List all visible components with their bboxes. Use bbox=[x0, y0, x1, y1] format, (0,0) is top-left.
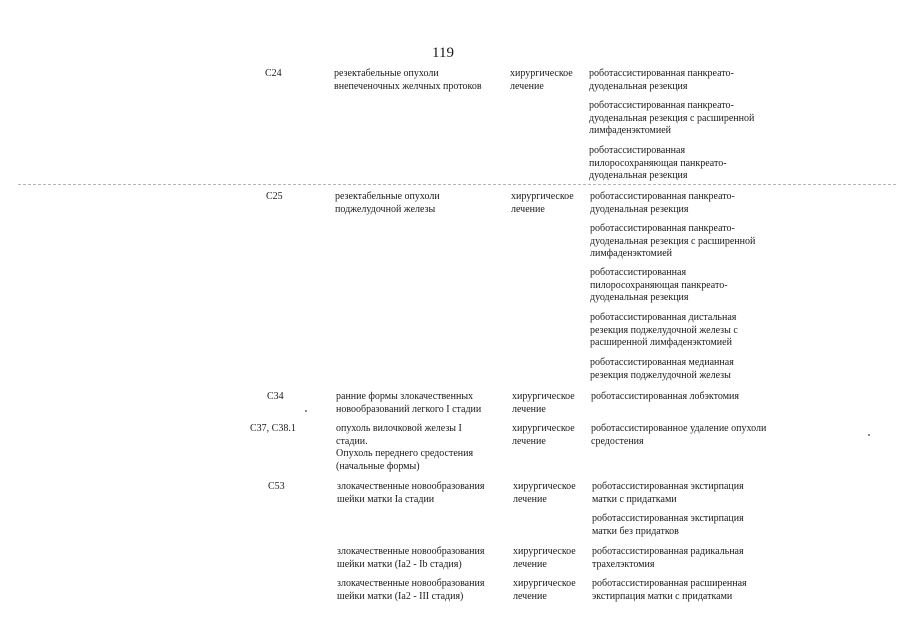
method-line: роботассистированная экстирпация bbox=[592, 481, 744, 492]
method-line: роботассистированная bbox=[589, 145, 686, 156]
icd-code: C53 bbox=[268, 481, 285, 492]
method-line: роботассистированная панкреато- bbox=[590, 191, 735, 202]
diagnosis-line: резектабельные опухоли bbox=[334, 68, 439, 79]
method-line: роботассистированная радикальная bbox=[592, 546, 744, 557]
scan-speck bbox=[868, 434, 870, 436]
page-number: 119 bbox=[432, 45, 454, 61]
diagnosis-line: резектабельные опухоли bbox=[335, 191, 440, 202]
method-line: резекция поджелудочной железы bbox=[590, 369, 731, 381]
method-line: средостения bbox=[591, 435, 644, 447]
method-line: трахелэктомия bbox=[592, 558, 655, 570]
diagnosis-line: злокачественные новообразования bbox=[337, 481, 485, 492]
method-line: матки с придатками bbox=[592, 493, 677, 505]
treatment-line: хирургическое bbox=[513, 578, 576, 589]
method-line: резекция поджелудочной железы с bbox=[590, 324, 738, 336]
method-line: роботассистированная лобэктомия bbox=[591, 391, 739, 402]
treatment-line: хирургическое bbox=[512, 391, 575, 402]
scan-speck bbox=[305, 410, 307, 412]
method-line: роботассистированная bbox=[590, 267, 687, 278]
method-line: дуоденальная резекция bbox=[589, 80, 688, 92]
treatment-line: лечение bbox=[513, 493, 547, 505]
method-line: расширенной лимфаденэктомией bbox=[590, 337, 732, 348]
method-line: дуоденальная резекция с расширенной bbox=[589, 112, 755, 124]
method-line: пилоросохраняющая панкреато- bbox=[589, 157, 727, 169]
diagnosis-line: шейки матки (Ia2 - III стадия) bbox=[337, 590, 464, 602]
treatment-line: хирургическое bbox=[511, 191, 574, 202]
icd-code: C25 bbox=[266, 191, 283, 202]
method-line: пилоросохраняющая панкреато- bbox=[590, 279, 728, 291]
diagnosis-line: (начальные формы) bbox=[336, 460, 420, 472]
treatment-line: лечение bbox=[510, 80, 544, 92]
treatment-line: хирургическое bbox=[512, 423, 575, 434]
method-line: роботассистированная экстирпация bbox=[592, 513, 744, 524]
method-line: матки без придатков bbox=[592, 525, 679, 537]
diagnosis-line: шейки матки (Ia2 - Ib стадия) bbox=[337, 558, 462, 570]
method-line: лимфаденэктомией bbox=[589, 125, 672, 136]
method-line: роботассистированная дистальная bbox=[590, 312, 737, 323]
method-line: роботассистированная панкреато- bbox=[590, 223, 735, 234]
method-line: лимфаденэктомией bbox=[590, 248, 673, 259]
diagnosis-line: ранние формы злокачественных bbox=[336, 391, 474, 402]
diagnosis-line: новообразований легкого I стадии bbox=[336, 403, 482, 415]
icd-code: C34 bbox=[267, 391, 284, 402]
treatment-line: лечение bbox=[511, 203, 545, 215]
icd-code: C37, C38.1 bbox=[250, 423, 296, 434]
diagnosis-line: опухоль вилочковой железы I bbox=[336, 423, 462, 434]
scan-artifact-line bbox=[18, 184, 896, 185]
diagnosis-line: шейки матки Ia стадии bbox=[337, 493, 435, 505]
treatment-line: хирургическое bbox=[510, 68, 573, 79]
method-line: дуоденальная резекция с расширенной bbox=[590, 235, 756, 247]
diagnosis-line: внепеченочных желчных протоков bbox=[334, 80, 482, 92]
diagnosis-line: злокачественные новообразования bbox=[337, 546, 485, 557]
icd-code: C24 bbox=[265, 68, 282, 79]
treatment-line: хирургическое bbox=[513, 481, 576, 492]
method-line: роботассистированная панкреато- bbox=[589, 100, 734, 111]
method-line: роботассистированная медианная bbox=[590, 357, 734, 368]
method-line: роботассистированное удаление опухоли bbox=[591, 423, 767, 434]
diagnosis-line: Опухоль переднего средостения bbox=[336, 448, 474, 459]
treatment-line: лечение bbox=[513, 590, 547, 602]
method-line: дуоденальная резекция bbox=[590, 203, 689, 215]
method-line: роботассистированная расширенная bbox=[592, 578, 747, 589]
method-line: роботассистированная панкреато- bbox=[589, 68, 734, 79]
treatment-line: хирургическое bbox=[513, 546, 576, 557]
diagnosis-line: злокачественные новообразования bbox=[337, 578, 485, 589]
treatment-line: лечение bbox=[512, 403, 546, 415]
treatment-line: лечение bbox=[513, 558, 547, 570]
method-line: экстирпация матки с придатками bbox=[592, 590, 733, 602]
diagnosis-line: поджелудочной железы bbox=[335, 203, 436, 215]
diagnosis-line: стадии. bbox=[336, 435, 368, 447]
treatment-line: лечение bbox=[512, 435, 546, 447]
method-line: дуоденальная резекция bbox=[589, 170, 688, 181]
method-line: дуоденальная резекция bbox=[590, 292, 689, 303]
